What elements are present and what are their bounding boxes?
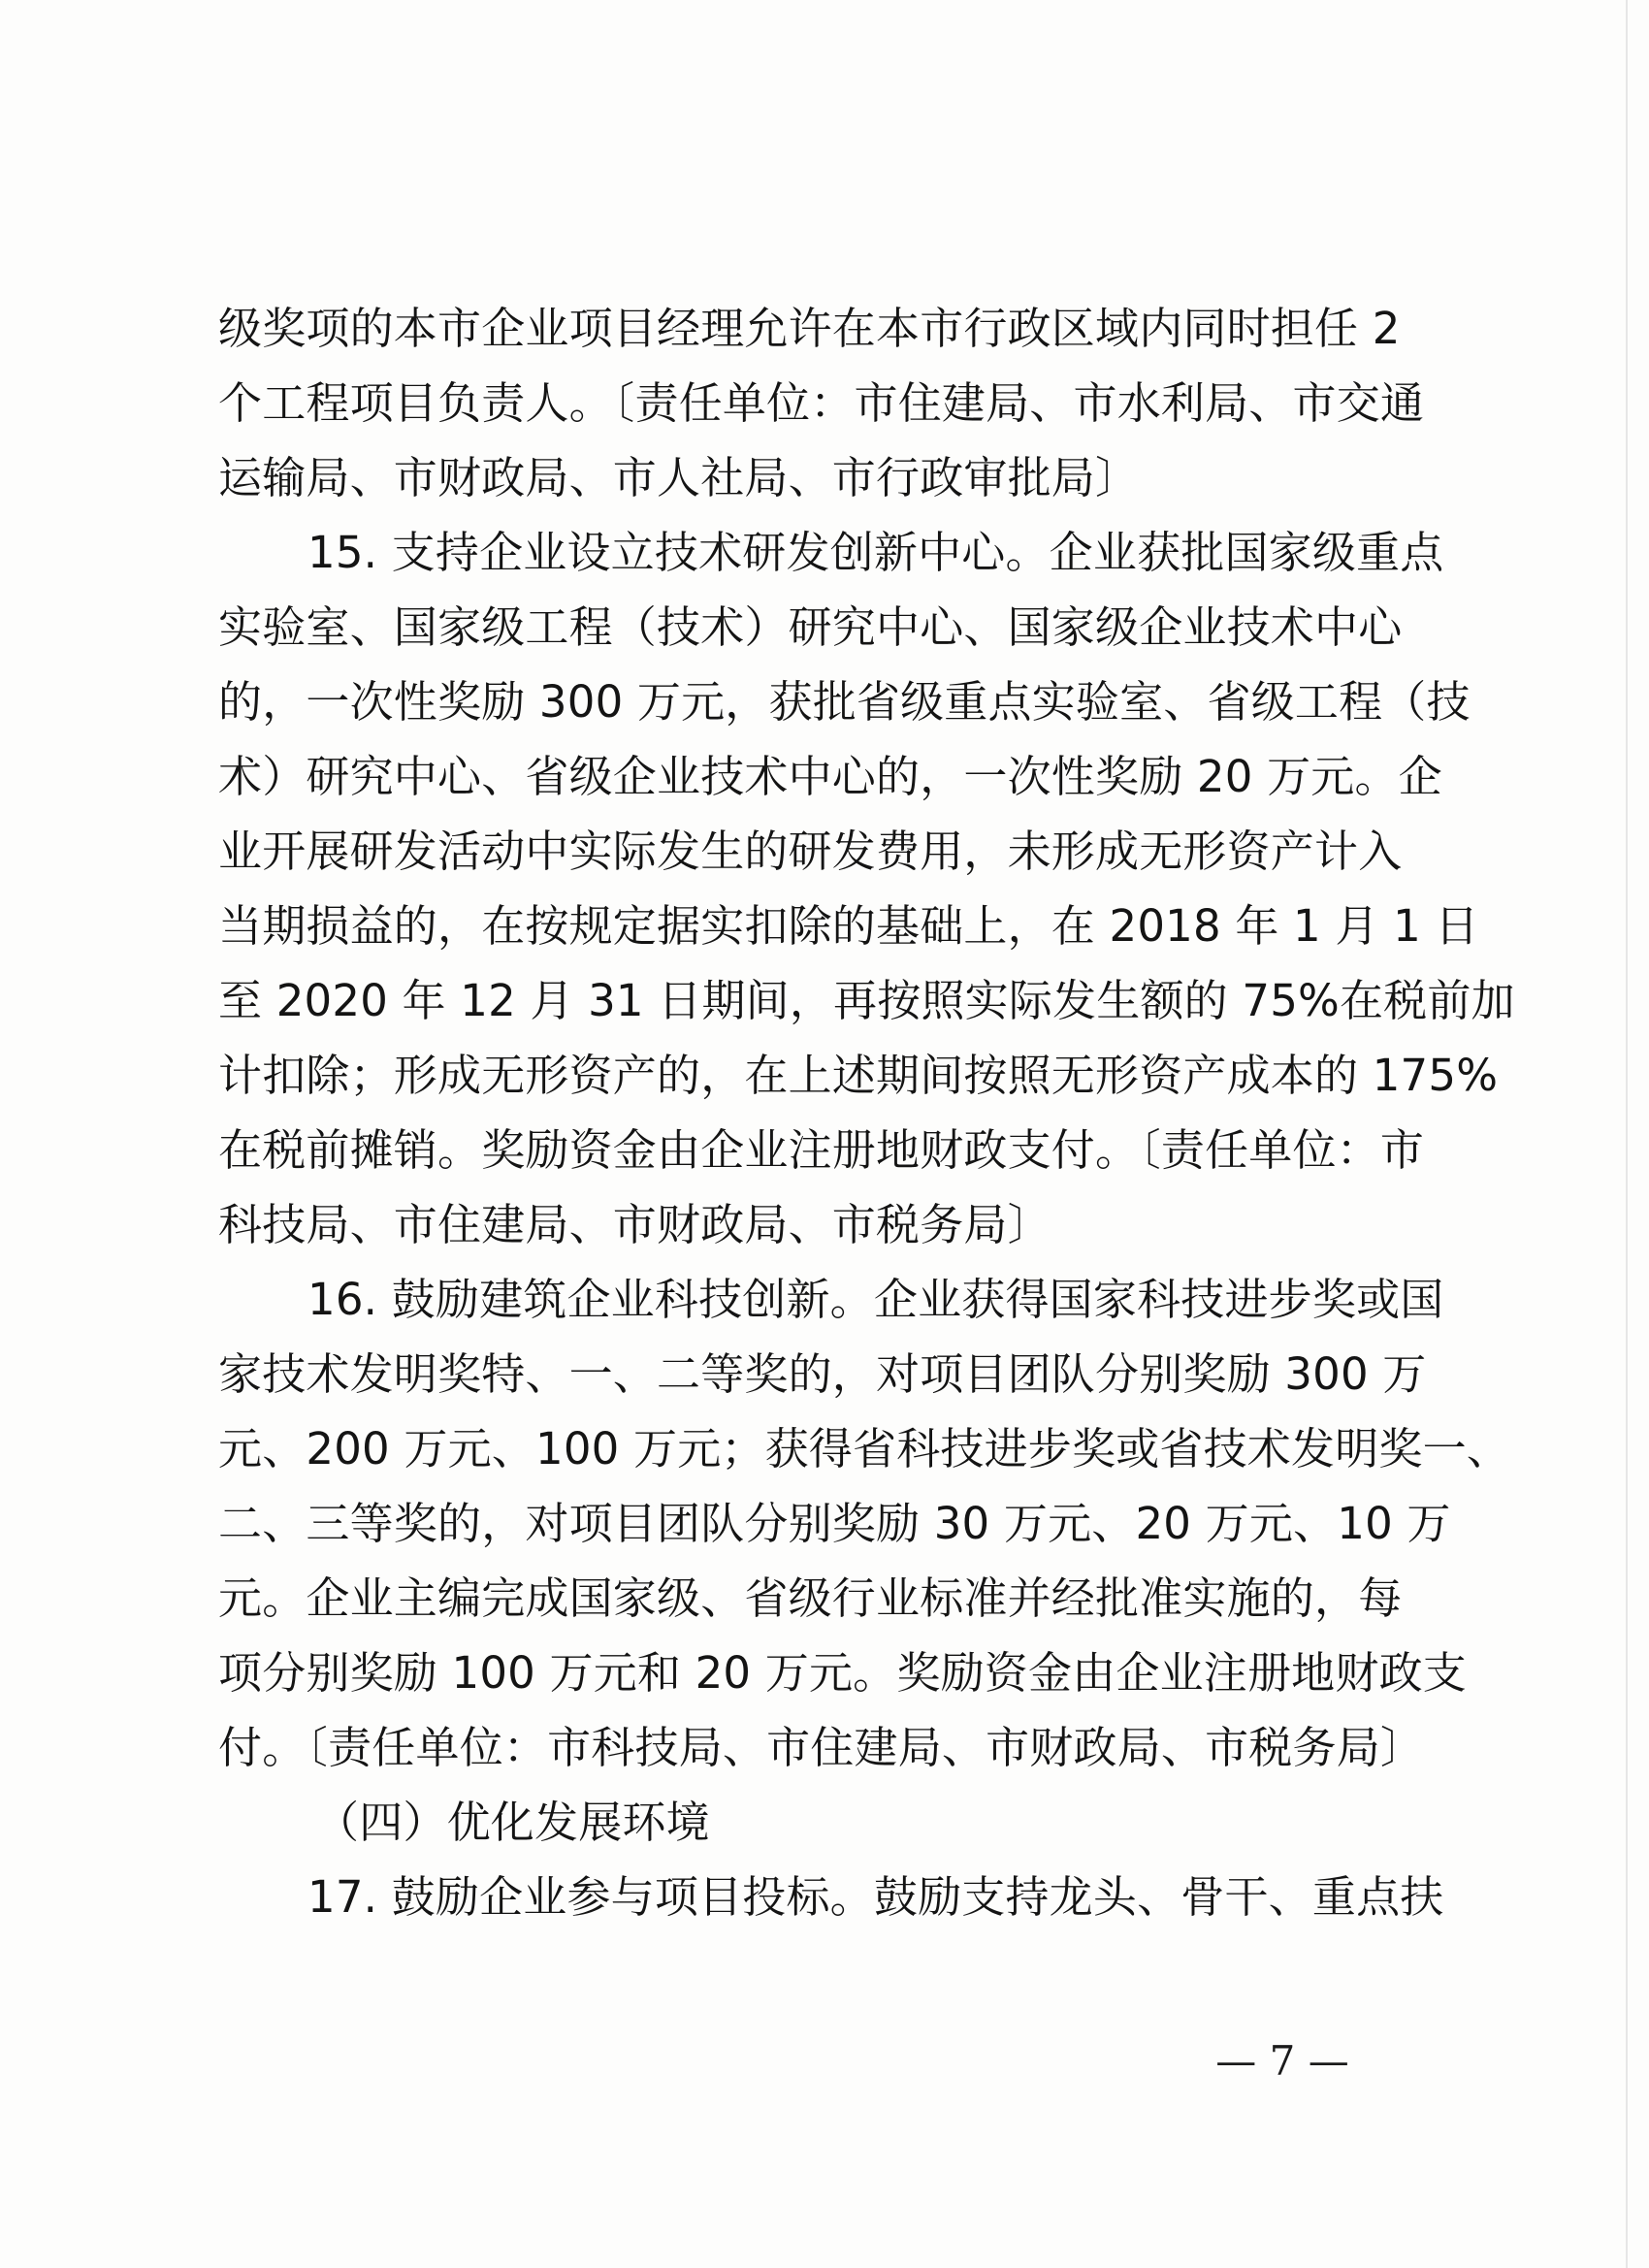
text-line: 运输局、市财政局、市人社局、市行政审批局〕 (218, 452, 1140, 503)
text-line: 计扣除；形成无形资产的，在上述期间按照无形资产成本的 175% (218, 1050, 1499, 1101)
text-line: 实验室、国家级工程（技术）研究中心、国家级企业技术中心 (218, 601, 1403, 653)
paragraph-start-16: 16. 鼓励建筑企业科技创新。企业获得国家科技进步奖或国 (307, 1274, 1444, 1325)
text-line: 在税前摊销。奖励资金由企业注册地财政支付。〔责任单位：市 (218, 1124, 1425, 1176)
section-heading: （四）优化发展环境 (315, 1797, 710, 1848)
paragraph-start-17: 17. 鼓励企业参与项目投标。鼓励支持龙头、骨干、重点扶 (307, 1871, 1444, 1923)
text-line: 级奖项的本市企业项目经理允许在本市行政区域内同时担任 2 (218, 303, 1401, 354)
text-line: 科技局、市住建局、市财政局、市税务局〕 (218, 1199, 1051, 1250)
text-line: 的，一次性奖励 300 万元，获批省级重点实验室、省级工程（技 (218, 676, 1471, 728)
text-line: 家技术发明奖特、一、二等奖的，对项目团队分别奖励 300 万 (218, 1348, 1427, 1400)
scan-edge-shadow (1626, 0, 1628, 2268)
text-line: 业开展研发活动中实际发生的研发费用，未形成无形资产计入 (218, 826, 1403, 877)
body-text (218, 291, 1515, 1934)
paragraph-start-15: 15. 支持企业设立技术研发创新中心。企业获批国家级重点 (307, 527, 1444, 578)
text-line: 项分别奖励 100 万元和 20 万元。奖励资金由企业注册地财政支 (218, 1647, 1467, 1699)
text-line: 当期损益的，在按规定据实扣除的基础上，在 2018 年 1 月 1 日 (218, 900, 1479, 952)
page-number: — 7 — (1215, 2037, 1349, 2085)
text-line: 个工程项目负责人。〔责任单位：市住建局、市水利局、市交通 (218, 377, 1425, 429)
text-line: 元、200 万元、100 万元；获得省科技进步奖或省技术发明奖一、 (218, 1423, 1510, 1474)
text-line: 二、三等奖的，对项目团队分别奖励 30 万元、20 万元、10 万 (218, 1498, 1451, 1549)
text-line: 术）研究中心、省级企业技术中心的，一次性奖励 20 万元。企 (218, 751, 1442, 802)
text-line: 元。企业主编完成国家级、省级行业标准并经批准实施的，每 (218, 1572, 1403, 1624)
text-line: 至 2020 年 12 月 31 日期间，再按照实际发生额的 75%在税前加 (218, 975, 1515, 1026)
text-line: 付。〔责任单位：市科技局、市住建局、市财政局、市税务局〕 (218, 1722, 1425, 1773)
